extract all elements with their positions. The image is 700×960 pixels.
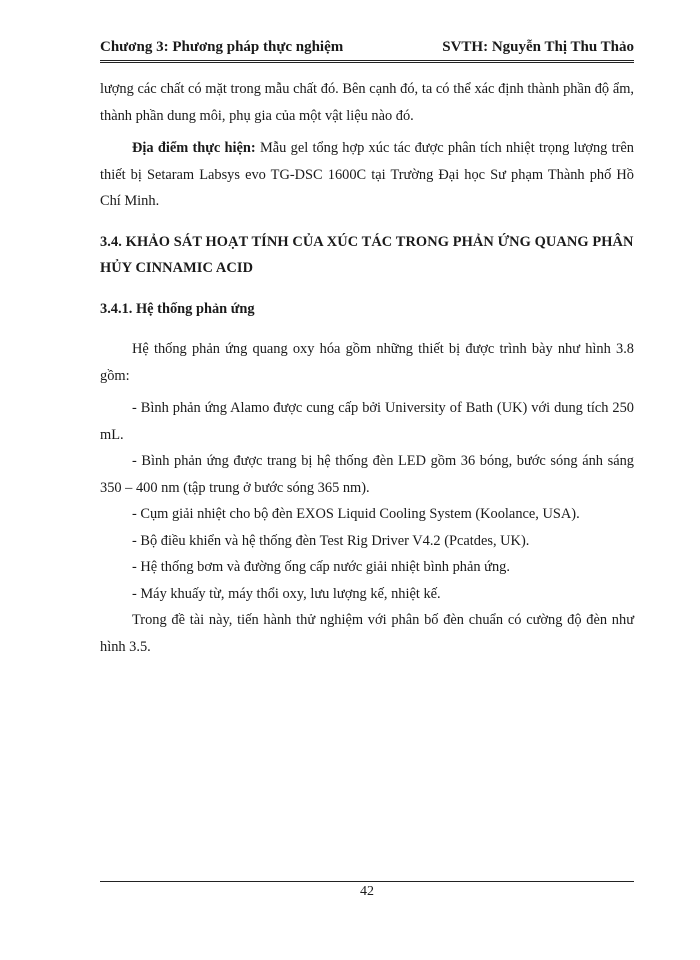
- section-heading: 3.4. KHẢO SÁT HOẠT TÍNH CỦA XÚC TÁC TRONG PHẢN ỨNG QUANG PHÂN HỦY CINNAMIC ACID: [100, 233, 634, 276]
- subsection-heading: 3.4.1. Hệ thống phản ứng: [100, 300, 255, 317]
- list-item: - Bộ điều khiển và hệ thống đèn Test Rig Driver V4.2 (Pcatdes, UK).: [132, 532, 530, 549]
- document-body: [100, 76, 634, 660]
- list-item: - Cụm giải nhiệt cho bộ đèn EXOS Liquid Cooling System (Koolance, USA).: [132, 506, 580, 522]
- chapter-title: Chương 3: Phương pháp thực nghiệm: [100, 39, 344, 55]
- list-item: - Bình phản ứng được trang bị hệ thống đèn LED gồm 36 bóng, bước sóng ánh sáng 350 – 400 nm (tập trung ở bước sóng 365 nm).: [100, 453, 634, 496]
- location-text: Mẫu gel tổng hợp xúc tác được phân tích nhiệt trọng lượng trên thiết bị Setaram Labsys evo TG-DSC 1600C tại Trường Đại học Sư phạm Thành phố Hồ Chí Minh.: [100, 140, 634, 209]
- intro-paragraph: Hệ thống phản ứng quang oxy hóa gồm những thiết bị được trình bày như hình 3.8 gồm:: [100, 341, 634, 384]
- list-item: - Hệ thống bơm và đường ống cấp nước giải nhiệt bình phản ứng.: [132, 559, 510, 575]
- location-label: Địa điểm thực hiện:: [132, 140, 256, 156]
- author-name: SVTH: Nguyễn Thị Thu Thảo: [442, 39, 634, 55]
- closing-paragraph: Trong đề tài này, tiến hành thử nghiệm với phân bố đèn chuẩn có cường độ đèn như hình 3.5.: [100, 612, 634, 655]
- page-number: 42: [360, 884, 374, 899]
- list-item: - Máy khuấy từ, máy thổi oxy, lưu lượng kế, nhiệt kế.: [132, 585, 441, 602]
- location-paragraph: [100, 135, 634, 215]
- page-header: [100, 36, 634, 63]
- list-item: - Bình phản ứng Alamo được cung cấp bởi University of Bath (UK) với dung tích 250 mL.: [100, 400, 634, 443]
- paragraph-continued: lượng các chất có mặt trong mẫu chất đó. Bên cạnh đó, ta có thể xác định thành phần độ ẩm, thành phần dung môi, phụ gia của một vật liệu nào đó.: [100, 81, 634, 124]
- footer-divider: [100, 881, 634, 882]
